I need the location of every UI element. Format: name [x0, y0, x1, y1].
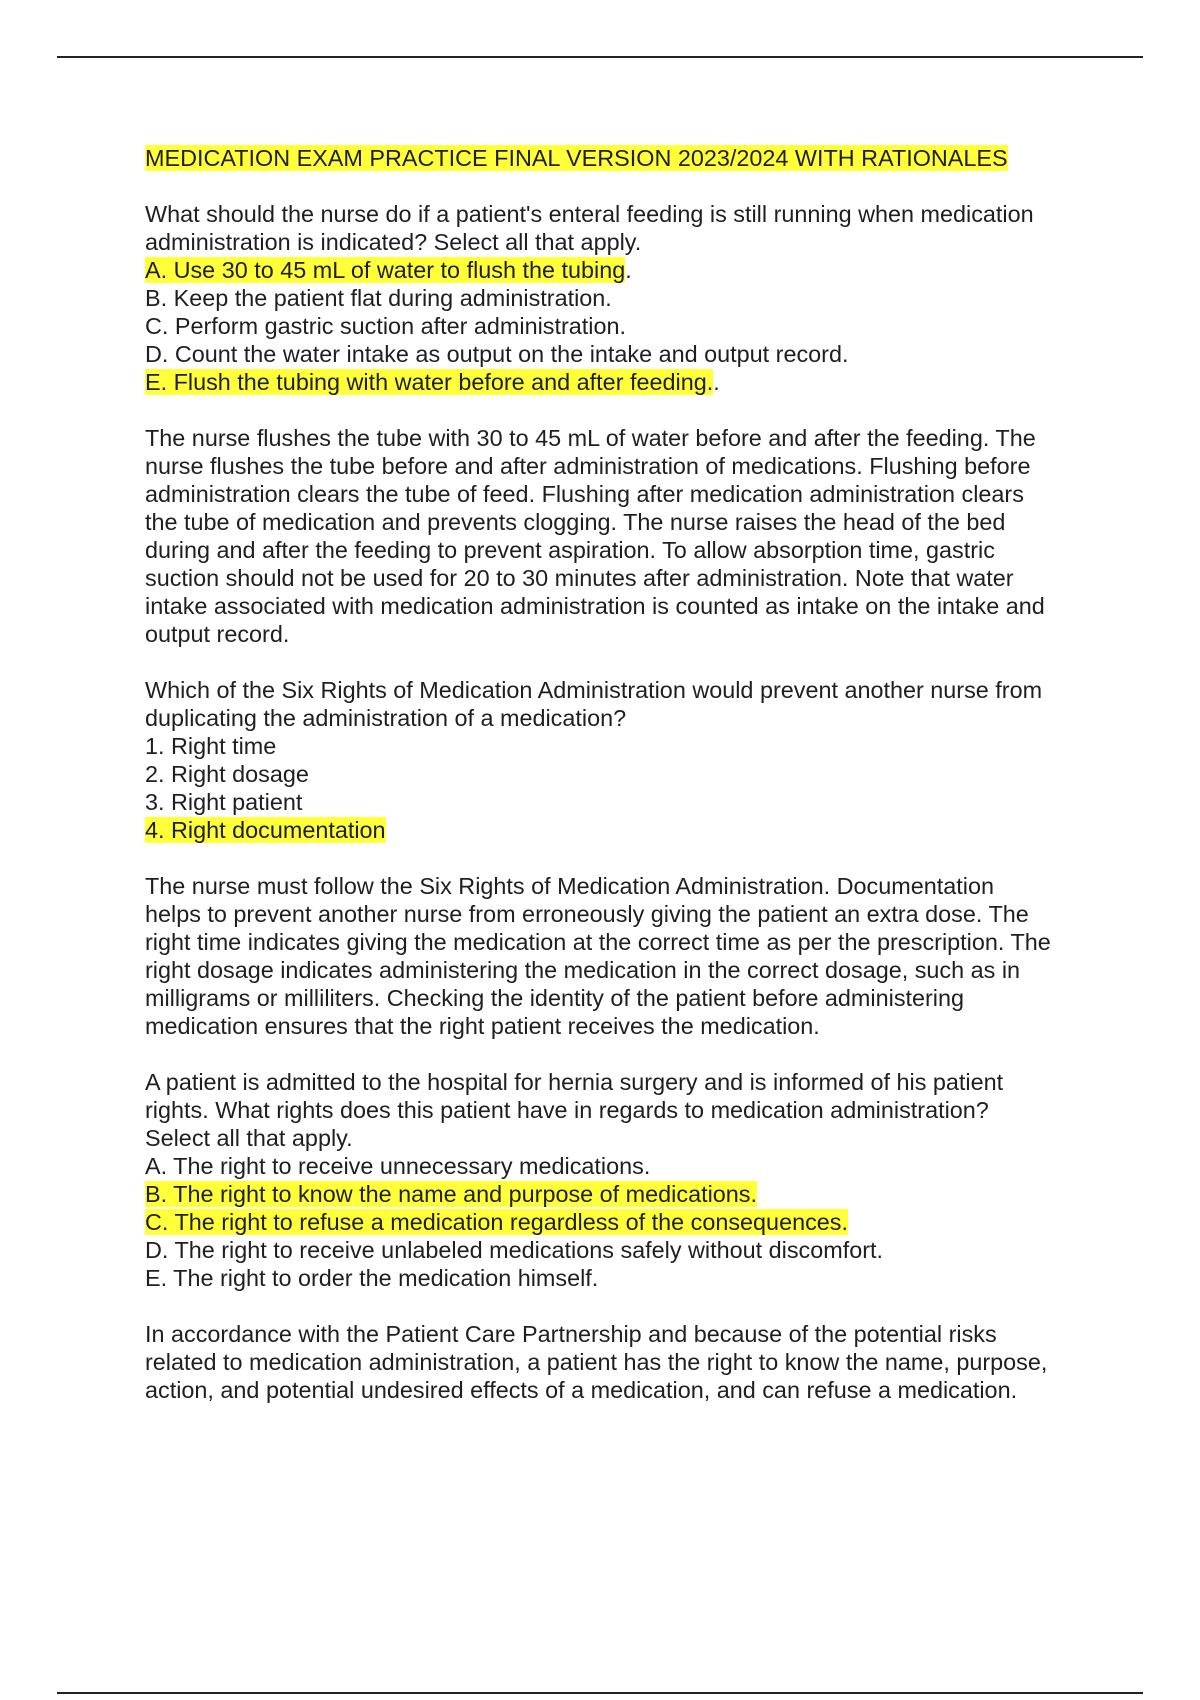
rationale-line: administration clears the tube of feed. Flushing after medication administration clears — [145, 481, 1024, 507]
rationale-line: output record. — [145, 621, 290, 647]
question-2 — [145, 676, 1145, 844]
question-1-option-d: D. Count the water intake as output on the intake and output record. — [145, 341, 849, 367]
question-3-rationale — [145, 1320, 1145, 1404]
question-2-stem-line: duplicating the administration of a medication? — [145, 705, 627, 731]
question-1-stem-line: administration is indicated? Select all that apply. — [145, 229, 642, 255]
rationale-line: the tube of medication and prevents clogging. The nurse raises the head of the bed — [145, 509, 1006, 535]
rationale-line: right dosage indicates administering the medication in the correct dosage, such as in — [145, 957, 1021, 983]
question-2-stem-line: Which of the Six Rights of Medication Administration would prevent another nurse from — [145, 677, 1043, 703]
question-2-rationale — [145, 872, 1145, 1040]
question-2-option-2: 2. Right dosage — [145, 761, 309, 787]
question-1 — [145, 200, 1145, 396]
rationale-line: helps to prevent another nurse from erroneously giving the patient an extra dose. The — [145, 901, 1029, 927]
question-1-option-b: B. Keep the patient flat during administration. — [145, 285, 612, 311]
correct-answer-highlight: E. Flush the tubing with water before and after feeding. — [145, 369, 714, 395]
rationale-line: right time indicates giving the medication at the correct time as per the prescription. The — [145, 929, 1051, 955]
rationale-line: related to medication administration, a patient has the right to know the name, purpose, — [145, 1349, 1048, 1375]
document-body — [145, 144, 1145, 1404]
question-2-option-3: 3. Right patient — [145, 789, 303, 815]
question-1-option-c: C. Perform gastric suction after administration. — [145, 313, 626, 339]
rationale-line: The nurse flushes the tube with 30 to 45 mL of water before and after the feeding. The — [145, 425, 1036, 451]
question-3-stem-line: Select all that apply. — [145, 1125, 353, 1151]
question-1-option-e: E. Flush the tubing with water before and after feeding.. — [145, 369, 720, 395]
rationale-line: In accordance with the Patient Care Partnership and because of the potential risks — [145, 1321, 997, 1347]
correct-answer-highlight: B. The right to know the name and purpose of medications. — [145, 1181, 757, 1207]
rationale-line: action, and potential undesired effects of a medication, and can refuse a medication. — [145, 1377, 1018, 1403]
footer-rule — [57, 1692, 1143, 1694]
correct-answer-highlight: C. The right to refuse a medication regardless of the consequences. — [145, 1209, 848, 1235]
question-3-option-d: D. The right to receive unlabeled medications safely without discomfort. — [145, 1237, 884, 1263]
question-3-option-a: A. The right to receive unnecessary medications. — [145, 1153, 651, 1179]
question-3-option-b — [145, 1180, 1145, 1208]
rationale-line: nurse flushes the tube before and after administration of medications. Flushing before — [145, 453, 1031, 479]
document-title — [145, 144, 1145, 172]
correct-answer-highlight: 4. Right documentation — [145, 817, 386, 843]
question-2-option-1: 1. Right time — [145, 733, 277, 759]
question-1-option-a: A. Use 30 to 45 mL of water to flush the tubing. — [145, 257, 632, 283]
rationale-line: The nurse must follow the Six Rights of Medication Administration. Documentation — [145, 873, 994, 899]
question-3-stem-line: A patient is admitted to the hospital for hernia surgery and is informed of his patient — [145, 1069, 1004, 1095]
question-3 — [145, 1068, 1145, 1292]
title-highlight: MEDICATION EXAM PRACTICE FINAL VERSION 2023/2024 WITH RATIONALES — [145, 145, 1008, 171]
rationale-line: during and after the feeding to prevent aspiration. To allow absorption time, gastric — [145, 537, 995, 563]
question-2-option-4 — [145, 816, 1145, 844]
question-3-option-c — [145, 1208, 1145, 1236]
rationale-line: suction should not be used for 20 to 30 minutes after administration. Note that water — [145, 565, 1014, 591]
correct-answer-highlight: A. Use 30 to 45 mL of water to flush the tubing — [145, 257, 626, 283]
rationale-line: medication ensures that the right patient receives the medication. — [145, 1013, 820, 1039]
header-rule — [57, 56, 1143, 58]
question-3-stem-line: rights. What rights does this patient have in regards to medication administration? — [145, 1097, 989, 1123]
question-1-rationale — [145, 424, 1145, 648]
question-1-stem-line: What should the nurse do if a patient's enteral feeding is still running when medication — [145, 201, 1034, 227]
rationale-line: intake associated with medication administration is counted as intake on the intake and — [145, 593, 1045, 619]
rationale-line: milligrams or milliliters. Checking the identity of the patient before administering — [145, 985, 965, 1011]
question-3-option-e: E. The right to order the medication himself. — [145, 1265, 599, 1291]
